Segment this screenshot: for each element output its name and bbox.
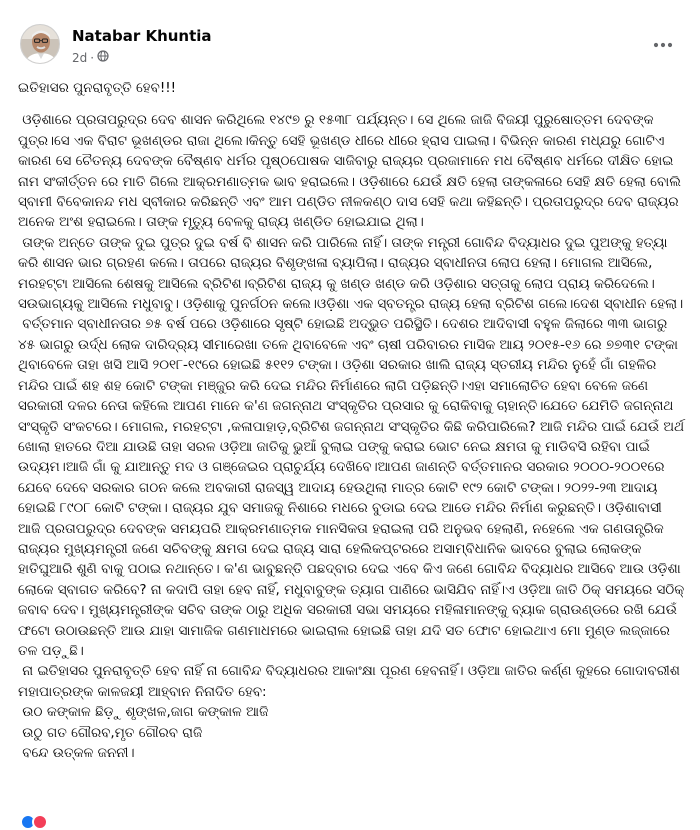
post-body — [18, 78, 689, 763]
globe-icon — [97, 50, 109, 65]
poem-line: ବନ୍ଦେ ଉତ୍କଳ ଜନନୀ। — [18, 745, 135, 761]
poem-line: ଉଠୁ ଗତ ଗୌରବ,ମୃତ ଗୌରବ ରାଜି — [18, 724, 203, 741]
meta-separator: · — [90, 50, 95, 65]
post-options-button[interactable] — [646, 34, 680, 56]
post-header — [18, 0, 686, 74]
post-paragraph: ଇତିହାସର ପୁନରାବୃତ୍ତି ହେବ!!! — [18, 80, 177, 96]
post-paragraph: ଓଡ଼ିଶାରେ ପ୍ରତାପରୁଦ୍ର ଦେବ ଶାସନ କରିଥିଲେ ୧୪୯୭ ରୁ ୧୫୩୮ ପର୍ଯ୍ୟନ୍ତ। ସେ ଥିଲେ ଜାଜି ବିଜୟୀ ପୁରୁଷୋତ୍ତମ ଦେବଙ୍କ ପୁତ୍ର।ସେ ଏକ ବିରାଟ ଭୂଖଣ୍ଡର ରାଜା ଥିଲେ।କିନ୍ତୁ ସେହି ଭୂଖଣ୍ଡ ଧୀରେ ଧୀରେ ହ୍ରାସ ପାଇଲା। ବିଭିନ୍ନ କାରଣ ମଧ୍ଯରୁ ଗୋଟିଏ କାରଣ ସେ ଚୈତନ୍ୟ ଦେବଙ୍କ ବୈଷ୍ଣବ ଧର୍ମର ପୃଷ୍ଠପୋଷକ ସାଜିବାରୁ ରାଜ୍ୟର ପ୍ରଜାମାନେ ମଧ ବୈଷ୍ଣବ ଧର୍ମରେ ଦୀକ୍ଷିତ ହୋଇ ନାମ ସଂକୀର୍ତ୍ତନ ରେ ମାତି ଗିଲେ ଆକ୍ରମଣାତ୍ମକ ଭାବ ହରାଇଲେ। ଓଡ଼ିଶାରେ ଯେଉଁ କ୍ଷତି ହେଲା ତାଙ୍କଳାରେ ସେହି କ୍ଷତି ହେଲା ବୋଲି ସ୍ବାମୀ ବିବେକାନନ୍ଦ ମଧ ସ୍ବୀକାର କରିଛନ୍ତି ଏବଂ ଆମ ପଣ୍ଡିତ ନୀଳକଣ୍ଠ ଦାସ ସେହି କଥା କହିଛନ୍ତି। ପ୍ରତାପରୁଦ୍ର ଦେବ ରାଜ୍ୟର ଅନେକ ଅଂଶ ହରାଇଲେ। ତାଙ୍କ ମୃତ୍ୟୁ ବେଳକୁ ରାଜ୍ୟ ଖଣ୍ଡିତ ହୋଇଯାଇ ଥିଲା। — [18, 112, 686, 231]
post-paragraph: ନା ଇତିହାସର ପୁନରାବୃତ୍ତି ହେବ ନାହିଁ ନା ଗୋବିନ୍ଦ ବିଦ୍ୟାଧରର ଆକାଂକ୍ଷା ପୂରଣ ହେବନାହିଁ। ଓଡ଼ିଆ ଜାତିର କର୍ଣ୍ଣ କୁହରେ ଗୋଦାବରୀଶ ମହାପାତ୍ରଙ୍କ କାଳଜୟୀ ଆହ୍ବାନ ନିନାଦିତ ହେବ: — [18, 663, 685, 700]
post-paragraph: ତାଙ୍କ ଅନ୍ତେ ତାଙ୍କ ଦୁଇ ପୁତ୍ର ଦୁଇ ବର୍ଷ ବି ଶାସନ କରି ପାରିଲେ ନାହିଁ। ତାଙ୍କ ମନ୍ତ୍ରୀ ଗୋବିନ୍ଦ ବିଦ୍ୟାଧର ଦୁଇ ପୁଅଙ୍କୁ ହତ୍ୟା କରି ଶାସନ ଭାର ଗ୍ରହଣ କଲେ। ତାପରେ ରାଜ୍ୟର ବିଶୃଙ୍ଖଳା ବ୍ୟାପିଲା। ରାଜ୍ୟର ସ୍ବାଧୀନତା ଲୋପ ହେଲା। ମୋଗଲ ଆସିଲେ, ମରହଟ୍ଟା ଆସିଲେ ଶେଷକୁ ଆସିଲେ ବ୍ରିଟିଶ।ବ୍ରିଟିଶ ରାଜ୍ୟ କୁ ଖଣ୍ଡ ଖଣ୍ଡ କରି ଓଡ଼ିଶାର ସତ୍ତାକୁ ଲୋପ ପ୍ରାୟ କରିଦେଲେ। ସଉଭାଗ୍ୟକୁ ଆସିଲେ ମଧୁବାବୁ। ଓଡ଼ିଶାକୁ ପୁନର୍ଗଠନ କଲେ।ଓଡ଼ିଶା ଏକ ସ୍ବତନ୍ତ୍ର ରାଜ୍ୟ ହେଲା ବ୍ରିଟିଶ ଗଲେ।ଦେଶ ସ୍ବାଧୀନ ହେଲା। — [18, 234, 684, 313]
post-time[interactable]: 2d — [72, 50, 88, 65]
more-horizontal-icon — [646, 34, 680, 56]
poem-line: ଉଠ କଙ୍କାଳ ଛିଡ଼ୁ ଶୃଙ୍ଖଳ,ଜାଗ କଙ୍କାଳ ଆଜି — [18, 704, 269, 721]
author-name[interactable]: Natabar Khuntia — [72, 27, 212, 45]
reactions-strip[interactable] — [20, 814, 44, 830]
avatar-photo — [21, 25, 60, 64]
post-meta — [72, 50, 109, 65]
avatar[interactable] — [20, 24, 60, 64]
post-paragraph: ବର୍ତ୍ତମାନ ସ୍ବାଧୀନତାର ୭୫ ବର୍ଷ ପରେ ଓଡ଼ିଶାରେ ସୃଷ୍ଟି ହୋଇଛି ଅଦ୍ଭୁତ ପରିସ୍ଥିତି। ଦେଶର ଆଦିବାସୀ ବହୁଳ ଜିଲାରେ ୩୩ ଭାଗରୁ ୪୫ ଭାଗରୁ ଉର୍ଦ୍ଧ ଲୋକ ଦାରିଦ୍ର୍ୟ ସୀମାରେଖା ତଳେ ଥିବାବେଳେ ଏବଂ ଚାଷୀ ପରିବାରର ମାସିକ ଆୟ ୨୦୧୫-୧୬ ରେ ୭୭୩୧ ଟଙ୍କା ଥିବାବେଳେ ତାହା ଖସି ଆସି ୨୦୧୮-୧୯ରେ ହୋଇଛି ୫୧୧୨ ଟଙ୍କା। ଓଡ଼ିଶା ସରକାର ଖାଲି ରାଜ୍ୟ ସ୍ତରୀୟ ମନ୍ଦିର ନୁହେଁ ଗାଁ ଗହଳିର ମନ୍ଦିର ପାଇଁ ଶହ ଶହ କୋଟି ଟଙ୍କା ମଞ୍ଜୁର କରି ଦେଇ ମନ୍ଦିର ନିର୍ମାଣରେ ଲାଗି ପଡ଼ିଛନ୍ତି।ଏହା ସମାଲୋଚିତ ହେବା ବେଳେ ଜଣେ ସରକାରୀ ଦଳର ନେତା କହିଲେ ଆପଣ ମାନେ କ'ଣ ଜଗନ୍ନାଥ ସଂସ୍କୃତିର ପ୍ରସାର କୁ ରୋକିବାକୁ ଚାହାନ୍ତି।ଯେତେ ଯେମିତି ଜଗନ୍ନାଥ ସଂସ୍କୃତି ସଂକଟରେ। ମୋଗଲ, ମରହଟ୍ଟା ,କଳାପାହାଡ଼,ବ୍ରିଟିଶ ଜଗନ୍ନାଥ ସଂସ୍କୃତିର କିଛି କରିପାରିଲେ? ଆଜି ମନ୍ଦିର ପାଇଁ ଯେଉଁ ଅର୍ଥ ଖୋଲା ହାତରେ ଦିଆ ଯାଉଛି ତାହା ସରଳ ଓଡ଼ିଆ ଜାତିକୁ ଭୁଆଁ ବୁଲାଇ ପଙ୍କୁ କରାଇ ଭୋଟ ନେଇ କ୍ଷମତା କୁ ମାଡିବସି ରହିବା ପାଇଁ ଉଦ୍ୟମ।ଆଜି ଗାଁ କୁ ଯାଆନ୍ତୁ ମଦ ଓ ଗଞ୍ଜେଇର ପ୍ରାଚୁର୍ଯ୍ୟ ଦେଖିବେ।ଆପଣ ଜାଣନ୍ତି ବର୍ତ୍ତମାନର ସରକାର ୨୦୦୦-୨୦୦୧ରେ ଯେବେ ଦେବେ ସରକାର ଗଠନ କଲେ ଅବକାରୀ ରାଜସ୍ୱ ଆଦାୟ ହେଉଥିଲା ମାତ୍ର କୋଟି ୧୯୨ କୋଟି ଟଙ୍କା। ୨୦୨୨-୨୩ ଆଦାୟ ହୋଇଛି ୮୯୦୮ କୋଟି ଟଙ୍କା। ରାଜ୍ୟର ଯୁବ ସମାଜକୁ ନିଶାରେ ମଧରେ ବୁଡାଇ ଦେଇ ଆଡେ ମନ୍ଦିର ନିର୍ମାଣ କରୁଛନ୍ତି। ଓଡ଼ିଶାବାସୀ ଆଜି ପ୍ରତାପରୁଦ୍ର ଦେବଙ୍କ ସମୟପରି ଆକ୍ରମଣାତ୍ମକ ମାନସିକତା ହରାଇଲା ପରି ଅନୁଭବ ହେଲାଣି, ନହେଲେ ଏକ ଗଣତାନ୍ତ୍ରିକ ରାଜ୍ୟର ମୁଖ୍ୟମନ୍ତ୍ରୀ ଜଣେ ସଚିବଙ୍କୁ କ୍ଷମତା ଦେଇ ରାଜ୍ୟ ସାରା ହେଲିକପ୍ଟରରେ ଅସାମ୍ବିଧାନିକ ଭାବରେ ବୁଲାଇ ଲୋକଙ୍କ ହାତିଘୁଆରି ଶୁଣି ବାକୁ ପଠାଇ ନଥାନ୍ତେ। କ'ଣ ଭାବୁଛନ୍ତି ପଛଦ୍ବାର ଦେଇ ଏବେ କିଏ ଜଣେ ଗୋବିନ୍ଦ ବିଦ୍ୟାଧର ଆସିବେ ଆଉ ଓଡ଼ିଶା ଲୋକେ ସ୍ବାଗତ କରିବେ? ନା କଦାପି ତାହା ହେବ ନାହିଁ, ମଧୁବାବୁଙ୍କ ତ୍ୟାଗ ପାଣିରେ ଭାସିଯିବ ନାହିଁ।ଏ ଓଡ଼ିଆ ଜାତି ଠିକ୍ ସମୟରେ ସଠିକ୍ ଜବାବ ଦେବ। ମୁଖ୍ୟମନ୍ତ୍ରୀଙ୍କ ସଚିବ ତାଙ୍କ ଠାରୁ ଅଧିକ ସରକାରୀ ସଭା ସମୟରେ ମହିଳାମାନଙ୍କୁ ବ୍ୟାକ ଗ୍ରାଉଣ୍ଡରେ ରଖି ଯେଉଁ ଫଟୋ ଉଠାଉଛନ୍ତି ଆଉ ଯାହା ସାମାଜିକ ଗଣମାଧମରେ ଭାଇରାଲ ହୋଇଛି ତାହା ଯଦି ସତ ଫୋଟ ହୋଇଥାଏ ମୋ ମୁଣ୍ଡ ଲଜ୍ଜାରେ ତଳ ପଡ଼ୁଛି। — [18, 316, 689, 659]
love-icon — [32, 814, 48, 830]
